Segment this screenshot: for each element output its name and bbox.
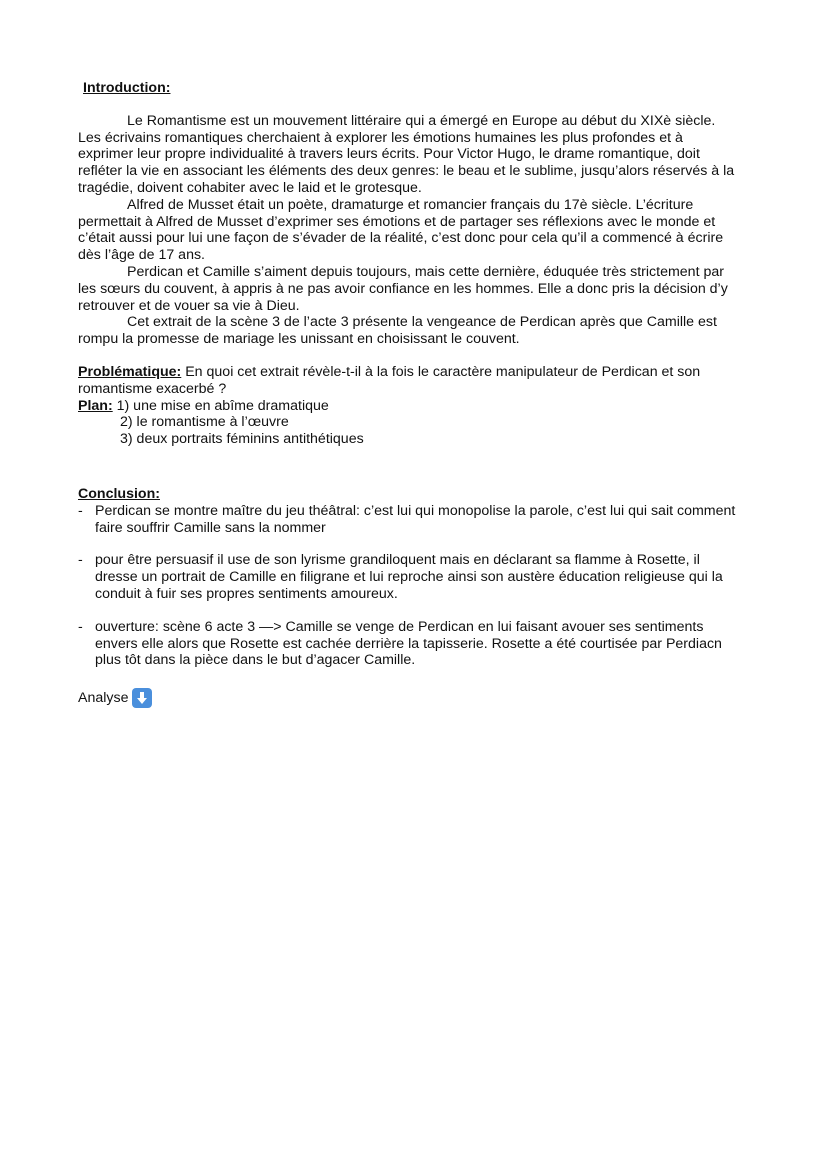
intro-paragraph-3: Perdican et Camille s’aiment depuis toujours, mais cette dernière, éduquée très strictement par les sœurs du couvent, à appris à ne pas avoir confiance en les hommes. Elle a donc pris la décision d’y retrouver et de vouer sa vie à Dieu.	[78, 263, 728, 314]
analyse-line	[78, 688, 738, 708]
plan-item-2: 2) le romantisme à l’œuvre	[120, 414, 289, 431]
bullet-text: Perdican se montre maître du jeu théâtral: c’est lui qui monopolise la parole, c’est lui qui sait comment faire souffrir Camille sans la nommer	[95, 502, 736, 536]
bullet-dash: -	[78, 618, 83, 635]
problematique-text: En quoi cet extrait révèle-t-il à la fois le caractère manipulateur de Perdican et son romantisme exacerbé ?	[78, 363, 701, 397]
introduction-heading: Introduction:	[83, 80, 171, 96]
conclusion-heading: Conclusion:	[78, 485, 160, 502]
bullet-text: pour être persuasif il use de son lyrisme grandiloquent mais en déclarant sa flamme à Rosette, il dresse un portrait de Camille en filigrane et lui reproche ainsi son austère éducation religieuse qui la conduit à fuir ses propres sentiments amoureux.	[95, 552, 723, 602]
problematique-block	[78, 364, 738, 398]
intro-paragraph-4: Cet extrait de la scène 3 de l’acte 3 présente la vengeance de Perdican après que Camille est rompu la promesse de mariage les unissant en choisissant le couvent.	[78, 314, 717, 348]
plan-item-1: 1) une mise en abîme dramatique	[112, 397, 329, 414]
plan-label: Plan:	[78, 397, 113, 414]
intro-paragraph-1: Le Romantisme est un mouvement littéraire qui a émergé en Europe au début du XIXè siècle. Les écrivains romantiques cherchaient à explorer les émotions humaines les plus profondes et à exprimer leur propre individualité à travers leurs écrits. Pour Victor Hugo, le drame romantique, doit refléter la vie en associant les éléments des deux genres: le beau et le sublime, jusqu’alors réservés à la tragédie, doivent cohabiter avec le laid et le grotesque.	[78, 112, 735, 196]
bullet-dash: -	[78, 552, 83, 569]
problematique-label: Problématique:	[78, 363, 182, 380]
bullet-dash: -	[78, 502, 83, 519]
document-page	[78, 80, 738, 708]
down-arrow-icon	[132, 688, 152, 708]
plan-block	[78, 398, 738, 415]
intro-paragraph-2: Alfred de Musset était un poète, dramaturge et romancier français du 17è siècle. L’écriture permettait à Alfred de Musset d’exprimer ses émotions et de partager ses réflexions avec le monde et c’était aussi pour lui une façon de s’évader de la réalité, c’est donc pour cela qu’il a commencé à écrire dès l’âge de 17 ans.	[78, 196, 724, 264]
conclusion-bullet-3	[78, 619, 738, 669]
conclusion-bullet-1	[78, 503, 738, 537]
conclusion-bullet-2	[78, 552, 738, 602]
plan-item-3: 3) deux portraits féminins antithétiques	[120, 431, 364, 448]
analyse-label: Analyse	[78, 689, 129, 706]
bullet-text: ouverture: scène 6 acte 3 —> Camille se venge de Perdican en lui faisant avouer ses sentiments envers elle alors que Rosette est cachée derrière la tapisserie. Rosette a été courtisée par Perdiacn plus tôt dans la pièce dans le but d’agacer Camille.	[95, 618, 722, 669]
